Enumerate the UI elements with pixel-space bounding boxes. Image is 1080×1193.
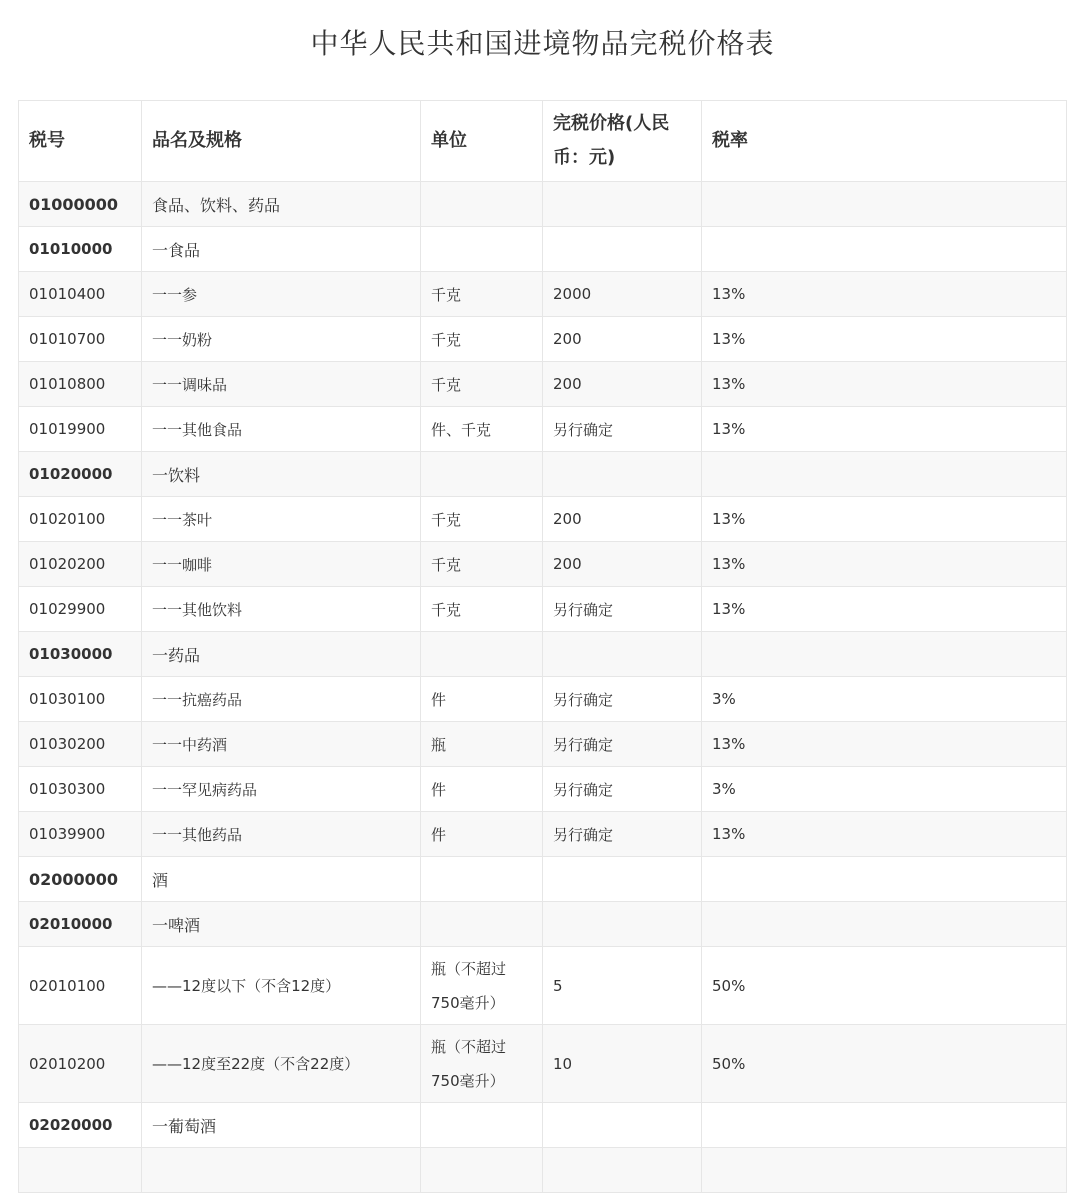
page-title: 中华人民共和国进境物品完税价格表	[310, 27, 775, 60]
table-row	[19, 947, 1067, 1025]
cell-code: 01029900	[19, 587, 142, 632]
cell-code: 01030100	[19, 677, 142, 722]
table-body	[19, 182, 1067, 1193]
cell-unit	[421, 1103, 543, 1148]
table-row	[19, 497, 1067, 542]
cell-name: 一一茶叶	[142, 497, 421, 542]
table-row	[19, 1148, 1067, 1193]
cell-price	[543, 902, 702, 947]
table-row	[19, 587, 1067, 632]
cell-rate	[702, 452, 1067, 497]
cell-name: 一一其他药品	[142, 812, 421, 857]
table-row	[19, 1103, 1067, 1148]
table-row	[19, 407, 1067, 452]
table-row	[19, 677, 1067, 722]
cell-rate: 13%	[702, 407, 1067, 452]
cell-rate: 13%	[702, 542, 1067, 587]
cell-code: 01010700	[19, 317, 142, 362]
table-row	[19, 227, 1067, 272]
cell-rate	[702, 902, 1067, 947]
cell-price	[543, 182, 702, 227]
cell-unit	[421, 227, 543, 272]
cell-rate: 50%	[702, 947, 1067, 1025]
cell-unit	[421, 452, 543, 497]
cell-unit: 瓶（不超过750毫升）	[421, 1025, 543, 1103]
cell-code: 01010800	[19, 362, 142, 407]
table-row	[19, 632, 1067, 677]
cell-code: 02010100	[19, 947, 142, 1025]
table-header-row	[19, 101, 1067, 182]
cell-rate	[702, 632, 1067, 677]
cell-price: 5	[543, 947, 702, 1025]
cell-unit: 件	[421, 767, 543, 812]
cell-price	[543, 452, 702, 497]
header-rate: 税率	[702, 101, 1067, 182]
cell-code: 01039900	[19, 812, 142, 857]
cell-name: 食品、饮料、药品	[142, 182, 421, 227]
cell-unit: 千克	[421, 272, 543, 317]
cell-name: 一饮料	[142, 452, 421, 497]
cell-price: 另行确定	[543, 722, 702, 767]
cell-price	[543, 227, 702, 272]
cell-code: 02020000	[19, 1103, 142, 1148]
cell-rate	[702, 1103, 1067, 1148]
cell-price: 200	[543, 497, 702, 542]
cell-code: 02000000	[19, 857, 142, 902]
table-row	[19, 812, 1067, 857]
cell-unit: 千克	[421, 497, 543, 542]
header-unit: 单位	[421, 101, 543, 182]
cell-unit	[421, 1148, 543, 1193]
cell-price	[543, 632, 702, 677]
cell-name: 一一参	[142, 272, 421, 317]
header-name: 品名及规格	[142, 101, 421, 182]
table-row	[19, 857, 1067, 902]
cell-code: 01030300	[19, 767, 142, 812]
cell-unit	[421, 902, 543, 947]
cell-unit: 瓶	[421, 722, 543, 767]
cell-price: 10	[543, 1025, 702, 1103]
cell-unit: 瓶（不超过750毫升）	[421, 947, 543, 1025]
cell-name: 一一罕见病药品	[142, 767, 421, 812]
cell-price: 200	[543, 362, 702, 407]
table-row	[19, 722, 1067, 767]
cell-name: ——12度以下（不含12度）	[142, 947, 421, 1025]
cell-name	[142, 1148, 421, 1193]
cell-rate: 13%	[702, 812, 1067, 857]
cell-rate	[702, 182, 1067, 227]
cell-price: 200	[543, 542, 702, 587]
cell-rate: 13%	[702, 587, 1067, 632]
cell-code	[19, 1148, 142, 1193]
cell-unit: 千克	[421, 362, 543, 407]
cell-rate: 13%	[702, 317, 1067, 362]
tax-price-table	[18, 100, 1067, 1193]
cell-name: 一一奶粉	[142, 317, 421, 362]
cell-unit: 千克	[421, 317, 543, 362]
table-row	[19, 452, 1067, 497]
cell-price: 另行确定	[543, 587, 702, 632]
cell-code: 02010000	[19, 902, 142, 947]
cell-name: 一药品	[142, 632, 421, 677]
cell-code: 01010000	[19, 227, 142, 272]
cell-name: 一一中药酒	[142, 722, 421, 767]
cell-name: 一一咖啡	[142, 542, 421, 587]
cell-code: 01020000	[19, 452, 142, 497]
cell-rate	[702, 1148, 1067, 1193]
table-row	[19, 902, 1067, 947]
cell-rate: 3%	[702, 677, 1067, 722]
table-row	[19, 362, 1067, 407]
table-row	[19, 272, 1067, 317]
cell-code: 01000000	[19, 182, 142, 227]
cell-unit	[421, 182, 543, 227]
cell-rate: 50%	[702, 1025, 1067, 1103]
table-row	[19, 767, 1067, 812]
cell-code: 02010200	[19, 1025, 142, 1103]
cell-unit	[421, 857, 543, 902]
cell-name: 一啤酒	[142, 902, 421, 947]
header-price: 完税价格(人民币：元)	[543, 101, 702, 182]
cell-unit: 千克	[421, 587, 543, 632]
cell-name: 酒	[142, 857, 421, 902]
cell-name: 一葡萄酒	[142, 1103, 421, 1148]
cell-unit: 件	[421, 812, 543, 857]
table-row	[19, 1025, 1067, 1103]
cell-code: 01019900	[19, 407, 142, 452]
cell-code: 01020200	[19, 542, 142, 587]
cell-price	[543, 1103, 702, 1148]
cell-name: 一食品	[142, 227, 421, 272]
cell-name: 一一调味品	[142, 362, 421, 407]
cell-price: 200	[543, 317, 702, 362]
cell-name: 一一抗癌药品	[142, 677, 421, 722]
cell-rate: 13%	[702, 722, 1067, 767]
cell-name: ——12度至22度（不含22度）	[142, 1025, 421, 1103]
table-row	[19, 542, 1067, 587]
cell-rate: 13%	[702, 362, 1067, 407]
cell-code: 01030200	[19, 722, 142, 767]
cell-rate	[702, 227, 1067, 272]
cell-name: 一一其他饮料	[142, 587, 421, 632]
cell-code: 01020100	[19, 497, 142, 542]
cell-price: 另行确定	[543, 677, 702, 722]
cell-rate: 13%	[702, 497, 1067, 542]
cell-price: 另行确定	[543, 812, 702, 857]
cell-price	[543, 1148, 702, 1193]
cell-rate	[702, 857, 1067, 902]
cell-rate: 13%	[702, 272, 1067, 317]
cell-price: 另行确定	[543, 407, 702, 452]
cell-price	[543, 857, 702, 902]
cell-rate: 3%	[702, 767, 1067, 812]
cell-price: 2000	[543, 272, 702, 317]
header-code: 税号	[19, 101, 142, 182]
table-row	[19, 317, 1067, 362]
cell-unit	[421, 632, 543, 677]
cell-name: 一一其他食品	[142, 407, 421, 452]
cell-code: 01010400	[19, 272, 142, 317]
cell-unit: 件	[421, 677, 543, 722]
cell-code: 01030000	[19, 632, 142, 677]
table-row	[19, 182, 1067, 227]
cell-unit: 件、千克	[421, 407, 543, 452]
cell-unit: 千克	[421, 542, 543, 587]
cell-price: 另行确定	[543, 767, 702, 812]
